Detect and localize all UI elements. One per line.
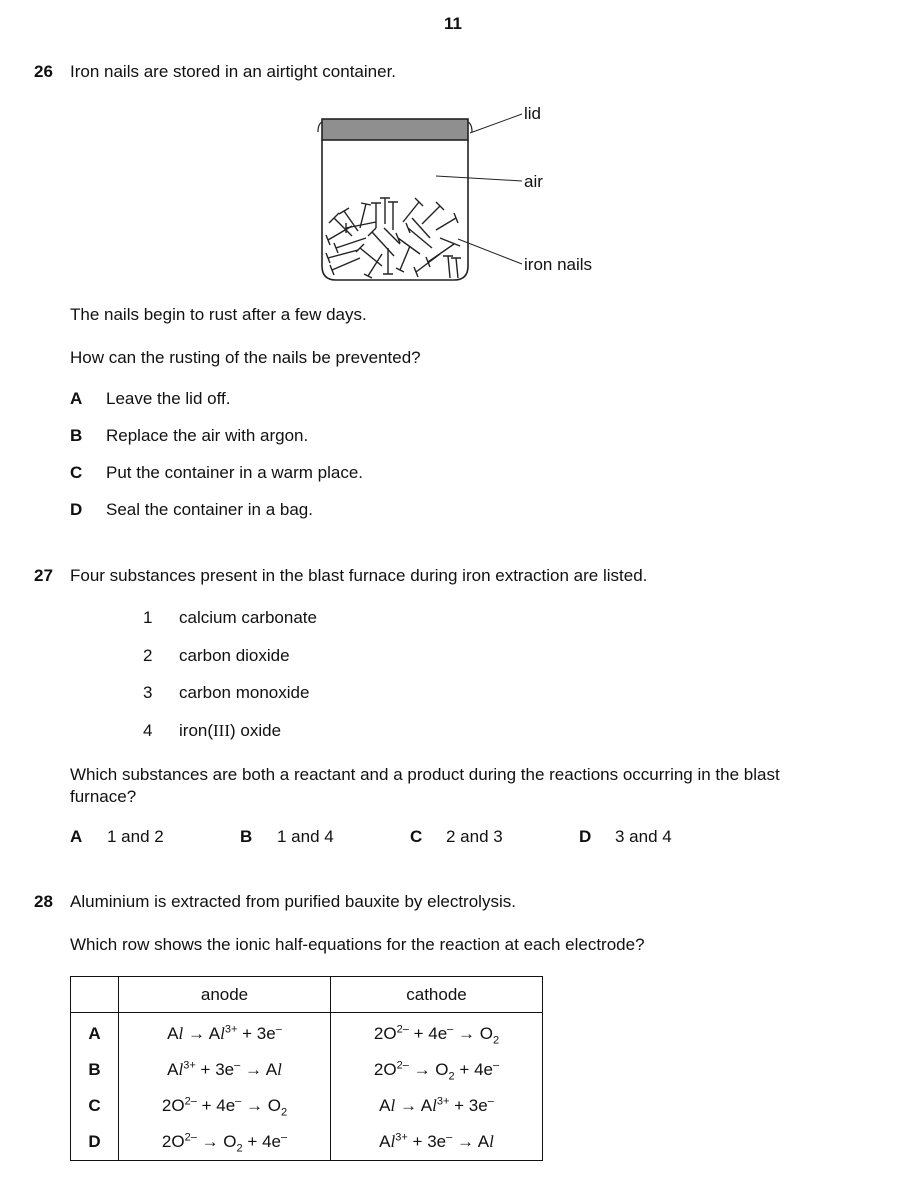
- option-text[interactable]: 3 and 4: [615, 827, 672, 846]
- label-air: air: [524, 172, 543, 191]
- question-27-question-line1: Which substances are both a reactant and a product during the reactions occurring in the blast: [70, 765, 780, 784]
- row-letter[interactable]: C: [88, 1096, 101, 1115]
- question-26-statement: The nails begin to rust after a few days.: [70, 305, 367, 324]
- question-27-stem: Four substances present in the blast furnace during iron extraction are listed.: [70, 566, 648, 585]
- page-number: 11: [444, 14, 462, 33]
- substance-name: calcium carbonate: [179, 608, 317, 627]
- option-text[interactable]: 2 and 3: [446, 827, 503, 846]
- question-26-number: 26: [34, 62, 53, 81]
- substance-number: 2: [143, 646, 153, 665]
- option-letter[interactable]: D: [579, 827, 592, 846]
- header-cathode: cathode: [331, 977, 543, 1013]
- option-letter[interactable]: D: [70, 500, 83, 519]
- option-letter[interactable]: C: [410, 827, 423, 846]
- table-row[interactable]: [71, 1088, 543, 1124]
- option-text[interactable]: Seal the container in a bag.: [106, 500, 313, 519]
- anode-equation: $2O^{2-} + 4e^- \to O_2$: [119, 1088, 331, 1124]
- option-text[interactable]: Replace the air with argon.: [106, 426, 309, 445]
- substance-name: carbon monoxide: [179, 683, 310, 702]
- header-blank: [71, 977, 119, 1013]
- table-header-row: [71, 977, 543, 1013]
- header-anode: anode: [119, 977, 331, 1013]
- cathode-equation: $2O^{2-} + 4e^- \to O_2$: [331, 1013, 543, 1053]
- table-row[interactable]: [71, 1124, 543, 1161]
- row-letter[interactable]: B: [88, 1060, 101, 1079]
- table-row[interactable]: [71, 1013, 543, 1053]
- lid-shape: [322, 119, 468, 140]
- anode-equation: $2O^{2-} \to O_2 + 4e^-$: [119, 1124, 331, 1161]
- question-27-number: 27: [34, 566, 53, 585]
- container-outline: [322, 140, 468, 280]
- row-letter[interactable]: A: [88, 1024, 101, 1043]
- cathode-equation: $2O^{2-} \to O_2 + 4e^-$: [331, 1052, 543, 1088]
- question-28-number: 28: [34, 892, 53, 911]
- cathode-equation: $Al^{3+} + 3e^- \to Al$: [331, 1124, 543, 1161]
- question-28-stem: Aluminium is extracted from purified bauxite by electrolysis.: [70, 892, 516, 911]
- substance-number: 3: [143, 683, 153, 702]
- table-row[interactable]: [71, 1052, 543, 1088]
- substance-name: iron(III) oxide: [179, 721, 282, 740]
- option-letter[interactable]: A: [70, 389, 83, 408]
- option-text[interactable]: 1 and 2: [107, 827, 164, 846]
- iron-nails-pile: [326, 198, 461, 278]
- label-iron-nails: iron nails: [524, 255, 593, 274]
- question-27-question-line2: furnace?: [70, 787, 137, 806]
- question-26-question: How can the rusting of the nails be prevented?: [70, 348, 421, 367]
- substance-number: 1: [143, 608, 153, 627]
- option-letter[interactable]: B: [240, 827, 253, 846]
- option-letter[interactable]: C: [70, 463, 83, 482]
- question-28-question: Which row shows the ionic half-equations for the reaction at each electrode?: [70, 935, 645, 954]
- row-letter[interactable]: D: [88, 1132, 101, 1151]
- anode-equation: $Al^{3+} + 3e^- \to Al$: [119, 1052, 331, 1088]
- option-text[interactable]: 1 and 4: [277, 827, 334, 846]
- option-text[interactable]: Leave the lid off.: [106, 389, 231, 408]
- half-equations-table: [70, 976, 543, 1161]
- anode-equation: $Al \to Al^{3+} + 3e^-$: [119, 1013, 331, 1053]
- substance-number: 4: [143, 721, 153, 740]
- option-letter[interactable]: A: [70, 827, 83, 846]
- label-lid: lid: [524, 104, 542, 123]
- option-letter[interactable]: B: [70, 426, 83, 445]
- question-26-stem: Iron nails are stored in an airtight container.: [70, 62, 397, 81]
- cathode-equation: $Al \to Al^{3+} + 3e^-$: [331, 1088, 543, 1124]
- substance-name: carbon dioxide: [179, 646, 290, 665]
- option-text[interactable]: Put the container in a warm place.: [106, 463, 364, 482]
